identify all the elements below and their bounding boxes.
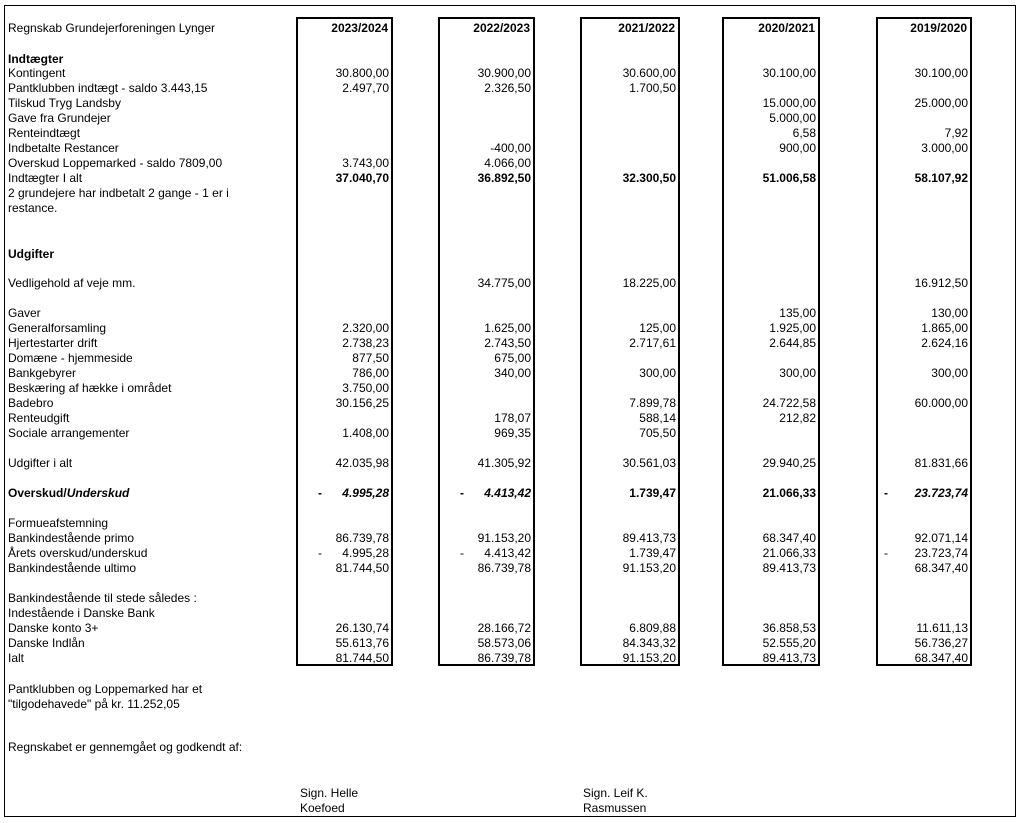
row-label: Bankindestående ultimo — [8, 561, 137, 575]
row-value: 3.743,00 — [342, 156, 389, 170]
row-value: 1.625,00 — [484, 321, 531, 335]
row-value: 29.940,25 — [762, 456, 816, 470]
row-value: 4.995,28 — [342, 486, 389, 500]
column-top-rule — [876, 17, 972, 19]
row-value: -400,00 — [490, 141, 531, 155]
row-value: 4.413,42 — [484, 546, 531, 560]
row-label: Generalforsamling — [8, 321, 107, 335]
row-label: Beskæring af hække i området — [8, 381, 172, 395]
restance-note: 2 grundejere har indbetalt 2 gange - 1 er i restance. — [8, 186, 229, 215]
row-value: 5.000,00 — [769, 111, 816, 125]
overskud-label-part: Overskud/ — [8, 486, 67, 500]
row-value: 23.723,74 — [914, 546, 968, 560]
row-value: 56.736,27 — [914, 636, 968, 650]
negative-sign: - — [884, 546, 888, 560]
row-value: 15.000,00 — [762, 96, 816, 110]
row-value: 1.700,50 — [629, 81, 676, 95]
row-value: 130,00 — [931, 306, 968, 320]
row-value: 1.865,00 — [921, 321, 968, 335]
row-label: Ialt — [8, 651, 25, 665]
row-label: Indtægter — [8, 52, 64, 66]
row-label: Bankindestående primo — [8, 531, 135, 545]
row-value: 91.153,20 — [622, 651, 676, 665]
row-value: 68.347,40 — [762, 531, 816, 545]
row-value: 2.717,61 — [629, 336, 676, 350]
row-value: 340,00 — [494, 366, 531, 380]
row-value: 23.723,74 — [914, 486, 968, 500]
row-label: Badebro — [8, 396, 54, 410]
row-label: Bankindestående til stede således : — [8, 591, 197, 605]
row-value: 92.071,14 — [914, 531, 968, 545]
row-value: 7,92 — [944, 126, 968, 140]
row-value: 135,00 — [779, 306, 816, 320]
row-value: 52.555,20 — [762, 636, 816, 650]
row-value: 86.739,78 — [477, 561, 531, 575]
underskud-label-part: Underskud — [66, 486, 130, 500]
negative-sign: - — [460, 486, 464, 500]
row-value: 51.006,58 — [762, 171, 816, 185]
overskud-label — [8, 486, 129, 500]
row-label: Domæne - hjemmeside — [8, 351, 133, 365]
row-value: 786,00 — [352, 366, 389, 380]
row-value: 34.775,00 — [477, 276, 531, 290]
row-value: 300,00 — [779, 366, 816, 380]
row-value: 55.613,76 — [335, 636, 389, 650]
row-value: 58.573,06 — [477, 636, 531, 650]
row-value: 705,50 — [639, 426, 676, 440]
year-header: 2019/2020 — [910, 21, 967, 35]
row-value: 91.153,20 — [477, 531, 531, 545]
row-value: 91.153,20 — [622, 561, 676, 575]
row-label: Indtægter I alt — [8, 171, 83, 185]
row-value: 36.892,50 — [477, 171, 531, 185]
signature-leif: Sign. Leif K. Rasmussen — [583, 786, 648, 815]
row-value: 2.497,70 — [342, 81, 389, 95]
row-value: 2.624,16 — [921, 336, 968, 350]
row-value: 25.000,00 — [914, 96, 968, 110]
row-value: 300,00 — [931, 366, 968, 380]
row-value: 32.300,50 — [622, 171, 676, 185]
row-value: 89.413,73 — [762, 651, 816, 665]
row-value: 89.413,73 — [622, 531, 676, 545]
row-value: 877,50 — [352, 351, 389, 365]
row-value: 1.925,00 — [769, 321, 816, 335]
row-value: 30.100,00 — [762, 66, 816, 80]
year-header: 2020/2021 — [758, 21, 815, 35]
row-label: Indbetalte Restancer — [8, 141, 119, 155]
row-value: 588,14 — [639, 411, 676, 425]
row-label: Gave fra Grundejer — [8, 111, 111, 125]
row-value: 4.413,42 — [484, 486, 531, 500]
row-value: 28.166,72 — [477, 621, 531, 635]
row-label: Hjertestarter drift — [8, 336, 98, 350]
row-value: 1.739,47 — [629, 486, 676, 500]
row-value: 30.561,03 — [622, 456, 676, 470]
row-value: 1.739,47 — [629, 546, 676, 560]
row-value: 84.343,32 — [622, 636, 676, 650]
row-value: 6,58 — [792, 126, 816, 140]
row-value: 212,82 — [779, 411, 816, 425]
row-label: Udgifter — [8, 247, 54, 261]
row-label: Danske Indlån — [8, 636, 85, 650]
row-value: 16.912,50 — [914, 276, 968, 290]
row-value: 26.130,74 — [335, 621, 389, 635]
row-value: 125,00 — [639, 321, 676, 335]
row-value: 2.320,00 — [342, 321, 389, 335]
row-value: 300,00 — [639, 366, 676, 380]
row-label: Kontingent — [8, 66, 66, 80]
row-value: 36.858,53 — [762, 621, 816, 635]
column-top-rule — [722, 17, 820, 19]
pantklubben-note: Pantklubben og Loppemarked har et "tilgodehavede" på kr. 11.252,05 — [8, 682, 203, 711]
row-value: 18.225,00 — [622, 276, 676, 290]
row-label: Sociale arrangementer — [8, 426, 130, 440]
row-value: 2.738,23 — [342, 336, 389, 350]
row-value: 3.750,00 — [342, 381, 389, 395]
sheet-title: Regnskab Grundejerforeningen Lynger — [8, 21, 216, 35]
row-label: Årets overskud/underskud — [8, 546, 148, 560]
row-value: 81.744,50 — [335, 651, 389, 665]
negative-sign: - — [884, 486, 888, 500]
row-value: 89.413,73 — [762, 561, 816, 575]
row-label: Udgifter i alt — [8, 456, 73, 470]
column-top-rule — [580, 17, 680, 19]
row-value: 30.900,00 — [477, 66, 531, 80]
row-value: 2.743,50 — [484, 336, 531, 350]
row-value: 68.347,40 — [914, 651, 968, 665]
row-value: 7.899,78 — [629, 396, 676, 410]
row-label: Gaver — [8, 306, 41, 320]
row-value: 900,00 — [779, 141, 816, 155]
row-value: 81.831,66 — [914, 456, 968, 470]
row-label: Renteindtægt — [8, 126, 81, 140]
year-header: 2022/2023 — [473, 21, 530, 35]
row-value: 3.000,00 — [921, 141, 968, 155]
row-value: 58.107,92 — [914, 171, 968, 185]
year-header: 2023/2024 — [331, 21, 388, 35]
row-value: 178,07 — [494, 411, 531, 425]
negative-sign: - — [318, 546, 322, 560]
row-label: Renteudgift — [8, 411, 70, 425]
row-value: 86.739,78 — [335, 531, 389, 545]
row-value: 675,00 — [494, 351, 531, 365]
column-top-rule — [296, 17, 393, 19]
row-value: 24.722,58 — [762, 396, 816, 410]
row-value: 41.305,92 — [477, 456, 531, 470]
year-header: 2021/2022 — [618, 21, 675, 35]
row-value: 86.739,78 — [477, 651, 531, 665]
row-label: Indestående i Danske Bank — [8, 606, 155, 620]
row-label: Vedligehold af veje mm. — [8, 276, 136, 290]
row-label: Bankgebyrer — [8, 366, 77, 380]
row-value: 30.156,25 — [335, 396, 389, 410]
row-value: 68.347,40 — [914, 561, 968, 575]
column-top-rule — [438, 17, 535, 19]
row-label: Overskud Loppemarked - saldo 7809,00 — [8, 156, 223, 170]
signature-helle: Sign. Helle Koefoed — [300, 786, 359, 815]
row-value: 4.995,28 — [342, 546, 389, 560]
row-value: 1.408,00 — [342, 426, 389, 440]
row-value: 30.800,00 — [335, 66, 389, 80]
row-label: Pantklubben indtægt - saldo 3.443,15 — [8, 81, 208, 95]
row-value: 30.100,00 — [914, 66, 968, 80]
approval-note: Regnskabet er gennemgået og godkendt af: — [8, 740, 243, 754]
row-value: 969,35 — [494, 426, 531, 440]
row-value: 21.066,33 — [762, 486, 816, 500]
row-value: 42.035,98 — [335, 456, 389, 470]
row-value: 2.644,85 — [769, 336, 816, 350]
row-value: 6.809,88 — [629, 621, 676, 635]
row-value: 2.326,50 — [484, 81, 531, 95]
row-value: 4.066,00 — [484, 156, 531, 170]
row-value: 21.066,33 — [762, 546, 816, 560]
row-label: Danske konto 3+ — [8, 621, 99, 635]
row-value: 81.744,50 — [335, 561, 389, 575]
row-label: Formueafstemning — [8, 516, 109, 530]
row-value: 60.000,00 — [914, 396, 968, 410]
negative-sign: - — [318, 486, 322, 500]
row-value: 11.611,13 — [916, 621, 968, 635]
row-value: 37.040,70 — [335, 171, 389, 185]
row-value: 30.600,00 — [622, 66, 676, 80]
row-label: Tilskud Tryg Landsby — [8, 96, 121, 110]
negative-sign: - — [460, 546, 464, 560]
